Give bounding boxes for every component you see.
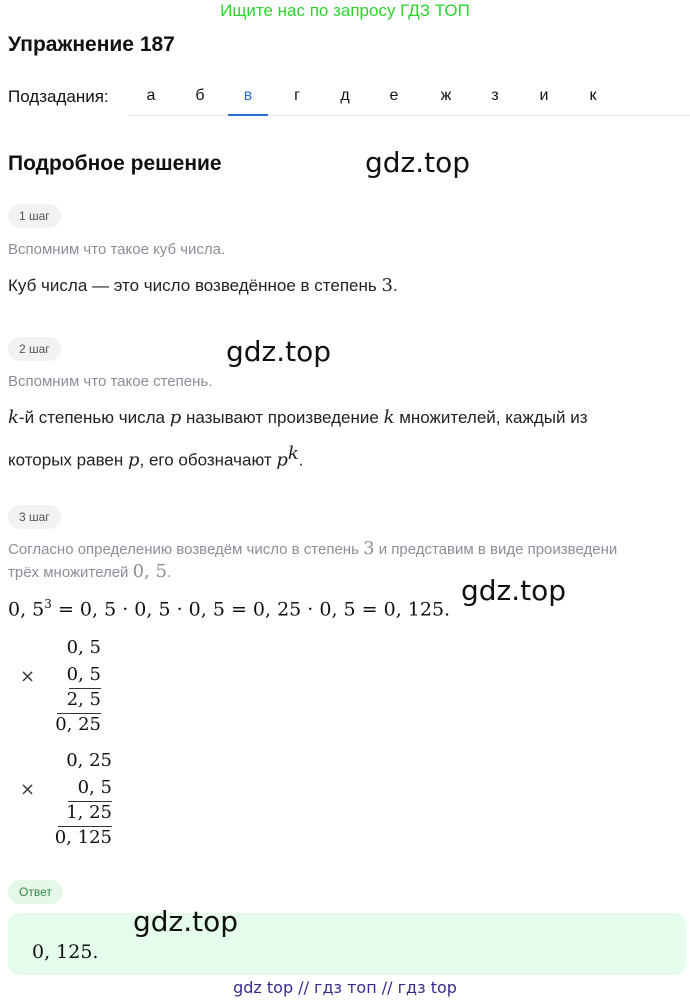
step-2-text-part: множителей, каждый из [394,408,588,427]
equation-exp: 3 [44,597,52,611]
calc-row: 0, 5 [77,777,112,798]
column-multiplication-1 [50,637,101,741]
tab-b[interactable]: б [195,87,205,104]
tab-zh[interactable]: ж [440,87,452,104]
page-title: Упражнение 187 [8,33,175,56]
tab-d[interactable]: д [340,87,350,104]
answer-box [8,913,686,975]
step-2-text [8,400,688,479]
calc-row: 0, 25 [66,750,112,771]
step-1-text-before: Куб числа — это число возведённое в степень [8,276,382,295]
step-3-hint-math: 0, 5 [132,561,167,582]
watermark: gdz.top [461,574,567,607]
multiply-sign: × [20,666,36,687]
equation [8,597,450,620]
answer-badge: Ответ [8,880,63,904]
step-3-hint-math: 3 [363,538,375,559]
subtasks-label: Подзадания: [8,87,109,106]
step-3-hint-part: трёх множителей [8,564,133,581]
subtasks-nav [8,80,690,116]
step-2-text-part: которых равен [8,450,128,470]
step-1-hint: Вспомним что такое куб числа. [8,241,226,258]
calc-row: 2, 5 [66,689,101,710]
section-title: Подробное решение [8,152,222,175]
calc-row: 0, 25 [55,714,101,735]
math-p-power-base: p [276,449,288,471]
step-3-hint-part: и представим в виде произведени [374,541,618,558]
calc-row: 0, 5 [66,664,101,685]
promo-banner: Ищите нас по запросу ГДЗ ТОП [220,1,470,20]
equation-base: 0, 5 [8,598,45,621]
step-2-text-part: называют произведение [181,408,384,427]
column-multiplication-2 [50,750,112,854]
step-2-text-part: , его обозначают [139,450,277,470]
math-p-power-exp: k [287,443,299,464]
tab-g[interactable]: г [294,87,300,104]
tab-a[interactable]: а [146,87,156,104]
math-p: p [127,449,140,471]
step-2-text-part: -й степенью числа [18,408,170,427]
math-p: p [169,407,182,428]
multiply-sign: × [20,779,36,800]
step-3-hint-part: Согласно определению возведём число в степень [8,541,364,558]
equation-rest: = 0, 5 · 0, 5 · 0, 5 = 0, 25 · 0, 5 = 0, 125. [51,598,451,621]
step-2-text-part: . [298,450,304,470]
step-1-math: 3 [381,275,393,296]
answer-value: 0, 125. [32,941,99,963]
tab-v[interactable]: в [228,80,268,116]
tab-k[interactable]: к [589,87,597,104]
step-3-hint-part: . [166,564,172,581]
watermark: gdz.top [226,335,332,368]
step-3-hint [8,538,688,584]
tab-i[interactable]: и [539,87,549,104]
step-3-badge: 3 шаг [8,505,61,529]
tab-z[interactable]: з [491,87,499,104]
step-1-badge: 1 шаг [8,204,61,228]
footer-links[interactable]: gdz top // гдз топ // гдз top [233,978,457,997]
watermark: gdz.top [133,905,239,938]
step-1-text [8,268,688,304]
tab-e[interactable]: е [389,87,399,104]
watermark: gdz.top [365,146,471,179]
calc-row: 0, 5 [66,637,101,658]
math-k: k [8,407,19,428]
calc-row: 0, 125 [54,827,112,848]
calc-row: 1, 25 [66,802,112,823]
step-2-hint: Вспомним что такое степень. [8,373,213,390]
step-2-badge: 2 шаг [8,337,61,361]
math-k: k [383,407,395,428]
step-1-text-after: . [392,276,398,295]
